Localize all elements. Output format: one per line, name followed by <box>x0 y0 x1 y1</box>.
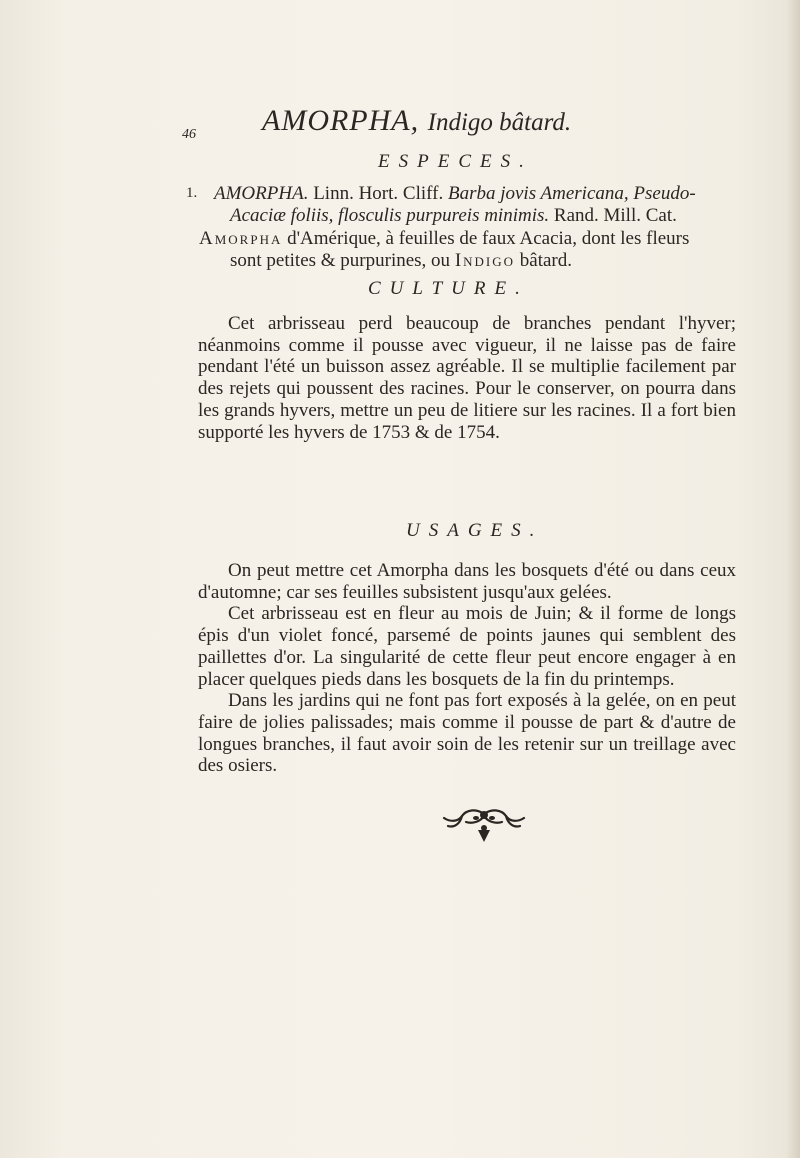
section-title-usages: USAGES. <box>406 520 544 541</box>
species-references-2: Rand. Mill. Cat. <box>553 205 677 226</box>
species-common-name-end: bâtard. <box>519 250 573 271</box>
species-line-4 <box>230 250 572 272</box>
species-latin-name: AMORPHA. <box>214 183 309 204</box>
species-line-1 <box>214 183 696 205</box>
fleuron-ornament-icon <box>440 806 528 846</box>
species-latin-description: Acaciæ foliis, flosculis purpureis minimis. <box>230 205 550 226</box>
usages-text <box>198 560 736 777</box>
culture-text <box>198 313 736 443</box>
page-number: 46 <box>182 127 196 142</box>
species-references: Linn. Hort. Cliff. <box>313 183 444 204</box>
section-title-culture: CULTURE. <box>368 278 529 299</box>
species-french-name: Amorpha <box>199 228 283 249</box>
species-french-description-2: sont petites & purpurines, ou <box>230 250 451 271</box>
running-head <box>262 104 571 138</box>
culture-paragraph: Cet arbrisseau perd beaucoup de branches pendant l'hyver; néanmoins comme il pousse avec vigueur, il ne laisse pas de faire pendant l'été un buisson assez agréable. Il se multiplie facilement par des rejets qui poussent des racines. Pour le conserver, on pourra dans les grands hyvers, mettre un peu de litiere sur les racines. Il a fort bien supporté les hyvers de 1753 & de 1754. <box>198 313 736 443</box>
species-latin-continued: Pseudo- <box>633 183 696 204</box>
species-latin-synonym: Barba jovis Americana, <box>447 183 629 204</box>
species-french-description: d'Amérique, à feuilles de faux Acacia, dont les fleurs <box>287 228 690 249</box>
usages-paragraph-3: Dans les jardins qui ne font pas fort exposés à la gelée, on en peut faire de jolies palissades; mais comme il pousse de part & d'autre de longues branches, il faut avoir soin de les retenir sur un treillage avec des osiers. <box>198 690 736 777</box>
species-line-2 <box>230 205 677 227</box>
species-line-3 <box>199 228 689 250</box>
species-entry-number: 1. <box>186 185 198 201</box>
usages-paragraph-1: On peut mettre cet Amorpha dans les bosquets d'été ou dans ceux d'automne; car ses feuilles subsistent jusqu'aux gelées. <box>198 560 736 603</box>
usages-paragraph-2: Cet arbrisseau est en fleur au mois de Juin; & il forme de longs épis d'un violet foncé, parsemé de points jaunes qui semblent des paillettes d'or. La singularité de cette fleur peut encore engager à en placer quelques pieds dans les bosquets de la fin du printemps. <box>198 603 736 690</box>
page-edge-shadow <box>786 0 800 1158</box>
running-head-subtitle: Indigo bâtard. <box>427 109 572 136</box>
section-title-especes: ESPECES. <box>378 151 533 172</box>
running-head-genus: AMORPHA, <box>262 104 420 137</box>
species-common-name: Indigo <box>454 250 516 271</box>
